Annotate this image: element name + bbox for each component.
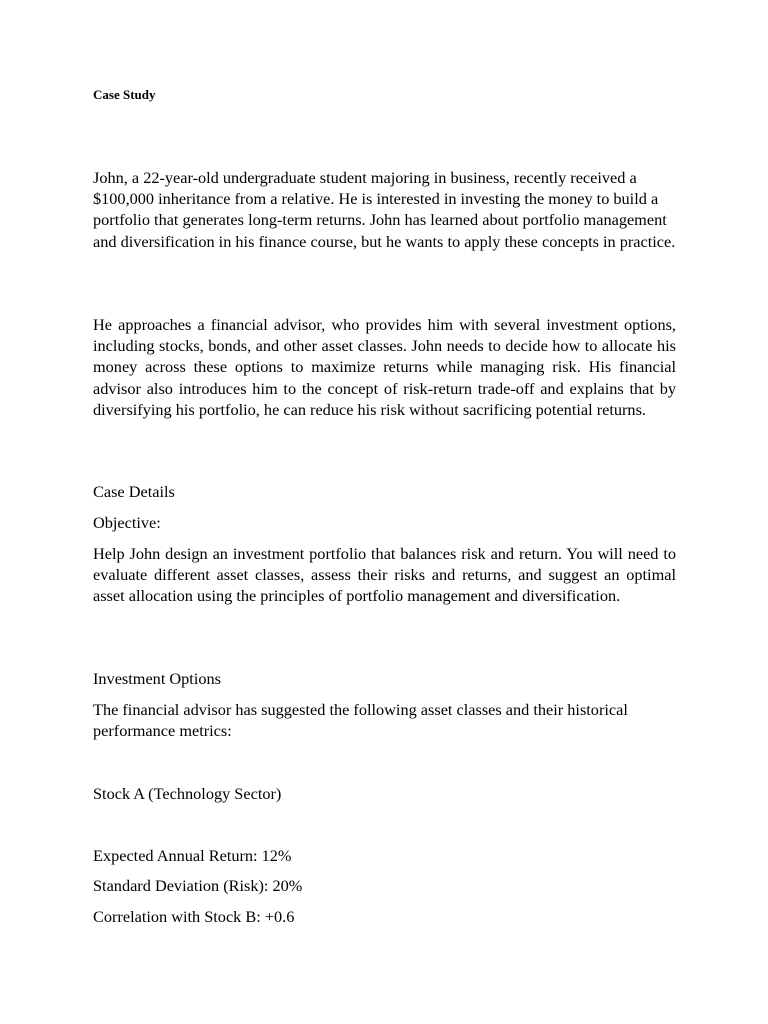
document-title: Case Study bbox=[93, 87, 156, 102]
stock-a-heading: Stock A (Technology Sector) bbox=[93, 784, 282, 803]
case-details-heading: Case Details bbox=[93, 482, 175, 501]
stock-a-std-dev: Standard Deviation (Risk): 20% bbox=[93, 876, 303, 895]
intro-paragraph: John, a 22-year-old undergraduate student majoring in business, recently received a $100,000 inheritance from a relative. He is interested in investing the money to build a portfolio that generates long-term returns. John has learned about portfolio management and diversification in his finance course, but he wants to apply these concepts in practice. bbox=[93, 168, 676, 251]
investment-options-heading: Investment Options bbox=[93, 669, 221, 688]
stock-a-expected-return: Expected Annual Return: 12% bbox=[93, 846, 292, 865]
objective-paragraph: Help John design an investment portfolio that balances risk and return. You will need to evaluate different asset classes, assess their risks and returns, and suggest an optimal asset allocation using the principles of portfolio management and diversification. bbox=[93, 544, 676, 606]
advisor-paragraph: He approaches a financial advisor, who provides him with several investment options, including stocks, bonds, and other asset classes. John needs to decide how to allocate his money across these options to maximize returns while managing risk. His financial advisor also introduces him to the concept of risk-return trade-off and explains that by diversifying his portfolio, he can reduce his risk without sacrificing potential returns. bbox=[93, 315, 676, 419]
investment-options-paragraph: The financial advisor has suggested the following asset classes and their historical performance metrics: bbox=[93, 700, 628, 741]
objective-label: Objective: bbox=[93, 513, 161, 532]
stock-a-correlation: Correlation with Stock B: +0.6 bbox=[93, 907, 295, 926]
